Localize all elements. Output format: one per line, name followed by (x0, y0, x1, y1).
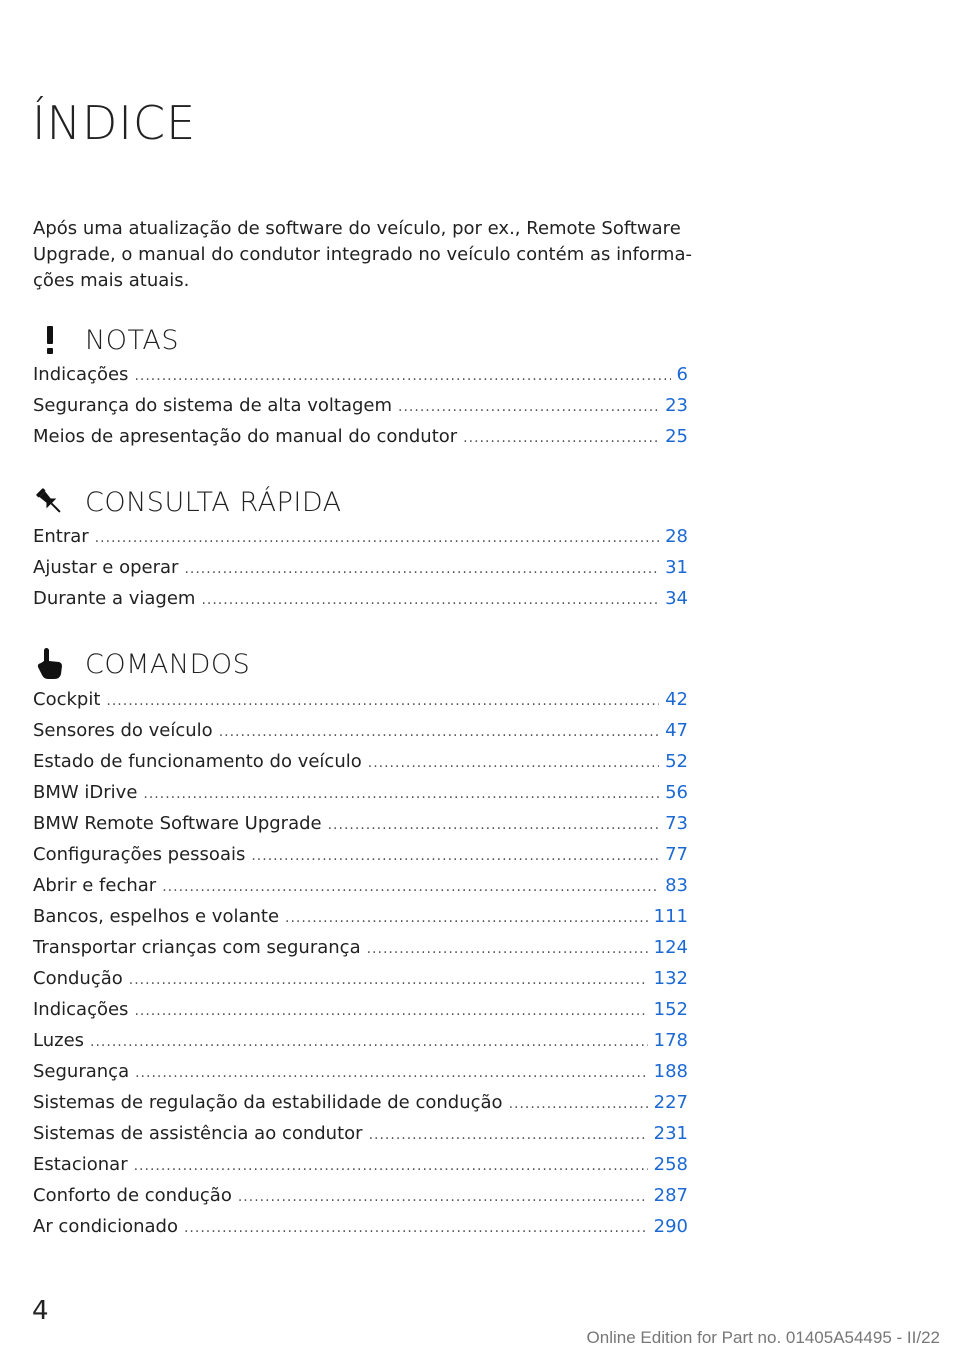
toc-entry-title: Indicações (33, 999, 129, 1020)
toc-list-notas (33, 364, 688, 457)
toc-entry-title: Segurança (33, 1061, 130, 1082)
toc-entry[interactable] (33, 588, 688, 619)
toc-entry-title: Ar condicionado (33, 1216, 178, 1237)
toc-entry[interactable] (33, 937, 688, 968)
toc-leader (90, 1034, 648, 1050)
toc-leader (509, 1096, 648, 1112)
toc-entry-title: Configurações pessoais (33, 844, 246, 865)
toc-entry[interactable] (33, 999, 688, 1030)
toc-entry[interactable] (33, 906, 688, 937)
toc-page-link[interactable]: 258 (653, 1154, 688, 1175)
toc-leader (201, 592, 659, 608)
toc-entry-title: Estado de funcionamento do veículo (33, 751, 362, 772)
hand-pointer-icon (33, 647, 67, 681)
intro-paragraph: Após uma atualização de software do veículo, por ex., Remote Software Upgrade, o manual do condutor integrado no veículo contém as informa-ções mais atuais. (33, 218, 692, 291)
toc-page-link[interactable]: 227 (653, 1092, 688, 1113)
toc-page-link[interactable]: 25 (665, 426, 688, 447)
toc-entry[interactable] (33, 751, 688, 782)
toc-leader (134, 1158, 648, 1174)
toc-page-link[interactable]: 287 (653, 1185, 688, 1206)
toc-leader (135, 1065, 648, 1081)
toc-page-link[interactable]: 290 (653, 1216, 688, 1237)
toc-entry-title: Abrir e fechar (33, 875, 157, 896)
toc-page-link[interactable]: 42 (665, 689, 688, 710)
toc-leader (129, 972, 648, 988)
toc-entry[interactable] (33, 782, 688, 813)
toc-entry[interactable] (33, 1154, 688, 1185)
toc-entry[interactable] (33, 844, 688, 875)
toc-leader (134, 368, 670, 384)
toc-entry-title: Ajustar e operar (33, 557, 179, 578)
toc-page-link[interactable]: 178 (653, 1030, 688, 1051)
toc-page-link[interactable]: 6 (676, 364, 688, 385)
toc-entry-title: Entrar (33, 526, 89, 547)
toc-leader (367, 941, 648, 957)
toc-entry[interactable] (33, 689, 688, 720)
toc-leader (95, 530, 659, 546)
toc-entry-title: Condução (33, 968, 123, 989)
toc-page-link[interactable]: 132 (653, 968, 688, 989)
toc-entry-title: Estacionar (33, 1154, 128, 1175)
toc-page-link[interactable]: 83 (665, 875, 688, 896)
toc-entry[interactable] (33, 720, 688, 751)
toc-entry-title: Meios de apresentação do manual do condutor (33, 426, 458, 447)
toc-page-link[interactable]: 111 (653, 906, 688, 927)
toc-leader (143, 786, 659, 802)
toc-page-link[interactable]: 31 (665, 557, 688, 578)
toc-entry-title: Luzes (33, 1030, 85, 1051)
toc-entry-title: Durante a viagem (33, 588, 196, 609)
toc-entry-title: Conforto de condução (33, 1185, 232, 1206)
toc-list-consulta-rapida (33, 526, 688, 619)
toc-leader (398, 399, 659, 415)
exclamation-icon (33, 323, 67, 357)
toc-entry[interactable] (33, 395, 688, 426)
toc-leader (184, 1220, 648, 1236)
toc-page-link[interactable]: 47 (665, 720, 688, 741)
toc-page-link[interactable]: 28 (665, 526, 688, 547)
toc-entry-title: Indicações (33, 364, 129, 385)
section-label: CONSULTA RÁPIDA (85, 486, 342, 518)
toc-entry-title: Sistemas de assistência ao condutor (33, 1123, 363, 1144)
toc-leader (219, 724, 659, 740)
section-header-notas (33, 320, 179, 360)
toc-page-link[interactable]: 34 (665, 588, 688, 609)
toc-entry[interactable] (33, 1061, 688, 1092)
page-number: 4 (32, 1296, 49, 1326)
toc-page-link[interactable]: 231 (653, 1123, 688, 1144)
toc-entry-title: Transportar crianças com segurança (33, 937, 361, 958)
toc-entry-title: Cockpit (33, 689, 101, 710)
toc-page-link[interactable]: 124 (653, 937, 688, 958)
toc-entry[interactable] (33, 875, 688, 906)
toc-leader (106, 693, 659, 709)
toc-entry-title: Bancos, espelhos e volante (33, 906, 280, 927)
toc-entry-title: BMW Remote Software Upgrade (33, 813, 322, 834)
toc-entry[interactable] (33, 813, 688, 844)
toc-entry-title: Segurança do sistema de alta voltagem (33, 395, 393, 416)
toc-entry[interactable] (33, 1216, 688, 1247)
pin-icon (33, 485, 67, 519)
toc-page-link[interactable]: 77 (665, 844, 688, 865)
toc-page-link[interactable]: 23 (665, 395, 688, 416)
toc-page-link[interactable]: 188 (653, 1061, 688, 1082)
footer-edition-note: Online Edition for Part no. 01405A54495 - II/22 (586, 1328, 940, 1347)
toc-leader (134, 1003, 647, 1019)
toc-leader (368, 755, 659, 771)
toc-page-link[interactable]: 56 (665, 782, 688, 803)
toc-page-link[interactable]: 152 (653, 999, 688, 1020)
toc-page-link[interactable]: 52 (665, 751, 688, 772)
toc-entry[interactable] (33, 1092, 688, 1123)
toc-entry-title: Sensores do veículo (33, 720, 213, 741)
toc-entry[interactable] (33, 1030, 688, 1061)
toc-entry[interactable] (33, 1185, 688, 1216)
toc-entry[interactable] (33, 364, 688, 395)
toc-leader (238, 1189, 648, 1205)
section-label: NOTAS (85, 324, 179, 356)
toc-entry-title: BMW iDrive (33, 782, 138, 803)
toc-leader (162, 879, 659, 895)
toc-entry-title: Sistemas de regulação da estabilidade de condução (33, 1092, 503, 1113)
section-label: COMANDOS (85, 648, 251, 680)
toc-leader (328, 817, 659, 833)
toc-entry[interactable] (33, 557, 688, 588)
page-title: ÍNDICE (32, 96, 197, 150)
toc-leader (369, 1127, 648, 1143)
toc-entry[interactable] (33, 1123, 688, 1154)
toc-entry[interactable] (33, 968, 688, 999)
toc-page-link[interactable]: 73 (665, 813, 688, 834)
toc-entry[interactable] (33, 426, 688, 457)
toc-entry[interactable] (33, 526, 688, 557)
section-header-comandos (33, 644, 250, 684)
toc-leader (251, 848, 659, 864)
toc-list-comandos (33, 689, 688, 1247)
section-header-consulta-rapida (33, 482, 342, 522)
toc-leader (285, 910, 648, 926)
toc-leader (184, 561, 659, 577)
toc-leader (463, 430, 659, 446)
